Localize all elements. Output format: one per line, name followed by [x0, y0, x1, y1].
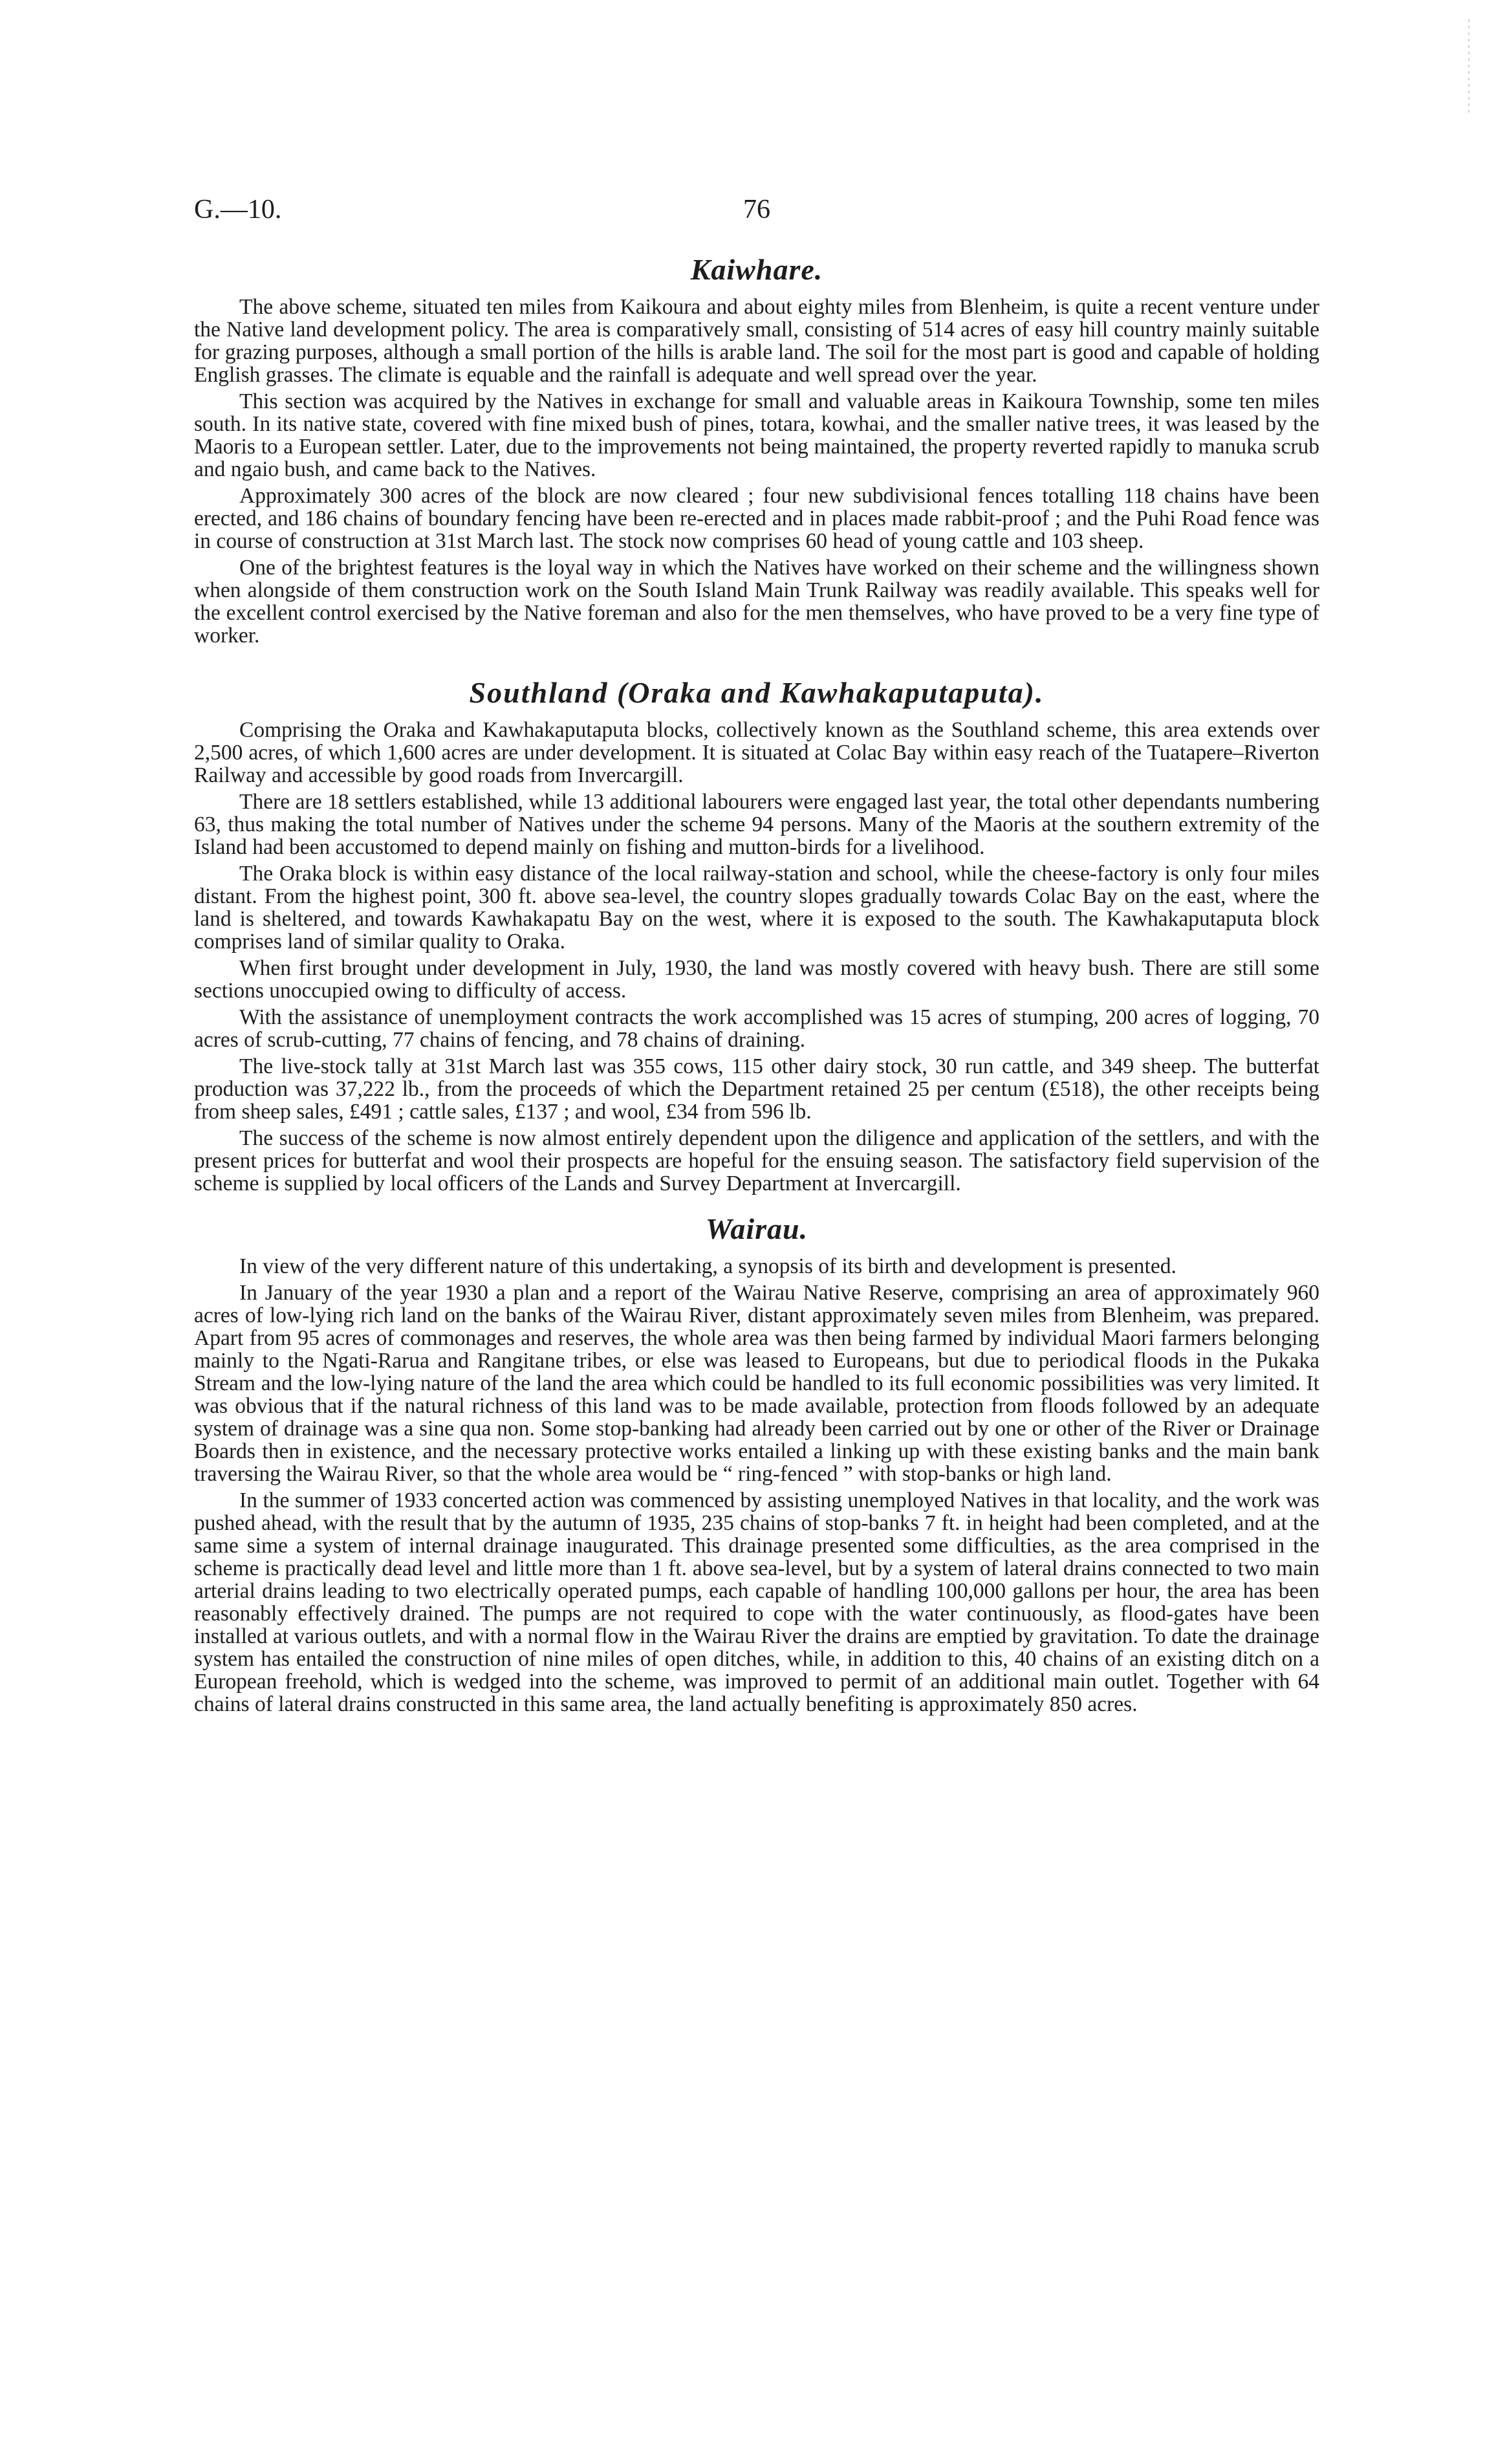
paragraph: With the assistance of unemployment contracts the work accomplished was 15 acres of stumping, 200 acres of logging, 70 acres of scrub-cutting, 77 chains of fencing, and 78 chains of draining. — [194, 1005, 1319, 1052]
paragraph: In view of the very different nature of this undertaking, a synopsis of its birth and development is presented. — [239, 1254, 1176, 1278]
section-title-kaiwhare: Kaiwhare. — [690, 253, 823, 286]
page-number: 76 — [743, 195, 770, 224]
section-title-southland: Southland (Oraka and Kawhakaputaputa). — [469, 676, 1045, 709]
paragraph: Comprising the Oraka and Kawhakaputaputa blocks, collectively known as the Southland scheme, this area extends over 2,500 acres, of which 1,600 acres are under development. It is situated at Colac Bay within easy reach of the Tuatapere–Riverton Railway and accessible by good roads from Invercargill. — [194, 718, 1319, 787]
margin-mark-decoration — [1462, 19, 1476, 116]
paragraph: In January of the year 1930 a plan and a report of the Wairau Native Reserve, comprising an area of approximately 960 acres of low-lying rich land on the banks of the Wairau River, distant approximately seven miles from Blenheim, was prepared. Apart from 95 acres of commonages and reserves, the whole area was then being farmed by individual Maori farmers belonging mainly to the Ngati-Rarua and Rangitane tribes, or else was leased to Europeans, but due to periodical floods in the Pukaka Stream and the low-lying nature of the land the area which could be handled to its full economic possibilities was very limited. It was obvious that if the natural richness of this land was to be made available, protection from floods followed by an adequate system of drainage was a sine qua non. Some stop-banking had already been carried out by one or other of the River or Drainage Boards then in existence, and the necessary protective works entailed a linking up with these existing banks and the main bank traversing the Wairau River, so that the whole area would be “ ring-fenced ” with stop-banks or high land. — [194, 1281, 1319, 1486]
paragraph: The Oraka block is within easy distance of the local railway-station and school, while the cheese-factory is only four miles distant. From the highest point, 300 ft. above sea-level, the country slopes gradually towards Colac Bay on the east, where the land is sheltered, and towards Kawhakapatu Bay on the west, where it is exposed to the south. The Kawhakaputaputa block comprises land of similar quality to Oraka. — [194, 862, 1319, 954]
section-kaiwhare — [194, 252, 1319, 647]
paragraph: This section was acquired by the Natives in exchange for small and valuable areas in Kaikoura Township, some ten miles south. In its native state, covered with fine mixed bush of pines, totara, kowhai, and the smaller native trees, it was leased by the Maoris to a European settler. Later, due to the improvements not being maintained, the property reverted rapidly to manuka scrub and ngaio bush, and came back to the Natives. — [194, 389, 1319, 481]
paragraph: The above scheme, situated ten miles from Kaikoura and about eighty miles from Blenheim, is quite a recent venture under the Native land development policy. The area is comparatively small, consisting of 514 acres of easy hill country mainly suitable for grazing purposes, although a small portion of the hills is arable land. The soil for the most part is good and capable of holding English grasses. The climate is equable and the rainfall is adequate and well spread over the year. — [194, 295, 1319, 387]
paragraph: Approximately 300 acres of the block are now cleared ; four new subdivisional fences totalling 118 chains have been erected, and 186 chains of boundary fencing have been re-erected and in places made rabbit-proof ; and the Puhi Road fence was in course of construction at 31st March last. The stock now comprises 60 head of young cattle and 103 sheep. — [194, 484, 1319, 553]
section-title-wairau: Wairau. — [705, 1212, 808, 1245]
paragraph: The live-stock tally at 31st March last was 355 cows, 115 other dairy stock, 30 run cattle, and 349 sheep. The butterfat production was 37,222 lb., from the proceeds of which the Department retained 25 per centum (£518), the other receipts being from sheep sales, £491 ; cattle sales, £137 ; and wool, £34 from 596 lb. — [194, 1054, 1319, 1124]
section-southland — [194, 675, 1319, 1195]
paragraph: There are 18 settlers established, while 13 additional labourers were engaged last year, the total other dependants numbering 63, thus making the total number of Natives under the scheme 94 persons. Many of the Maoris at the southern extremity of the Island had been accustomed to depend mainly on fishing and mutton-birds for a livelihood. — [194, 790, 1319, 859]
paragraph: One of the brightest features is the loyal way in which the Natives have worked on their scheme and the willingness shown when alongside of them construction work on the South Island Main Trunk Railway was readily available. This speaks well for the excellent control exercised by the Native foreman and also for the men themselves, who have proved to be a very fine type of worker. — [194, 556, 1319, 648]
document-page — [194, 194, 1319, 1719]
section-wairau — [194, 1212, 1319, 1716]
paragraph: The success of the scheme is now almost entirely dependent upon the diligence and application of the settlers, and with the present prices for butterfat and wool their prospects are hopeful for the ensuing season. The satisfactory field supervision of the scheme is supplied by local officers of the Lands and Survey Department at Invercargill. — [194, 1126, 1319, 1195]
page-header — [194, 194, 1319, 246]
paragraph: In the summer of 1933 concerted action was commenced by assisting unemployed Natives in that locality, and the work was pushed ahead, with the result that by the autumn of 1935, 235 chains of stop-banks 7 ft. in height had been completed, and at the same sime a system of internal drainage inaugurated. This drainage presented some difficulties, as the area comprised in the scheme is practically dead level and little more than 1 ft. above sea-level, but by a system of lateral drains connected to two main arterial drains leading to two electrically operated pumps, each capable of handling 100,000 gallons per hour, the area has been reasonably effectively drained. The pumps are not required to cope with the water continuously, as flood-gates have been installed at various outlets, and with a normal flow in the Wairau River the drains are emptied by gravitation. To date the drainage system has entailed the construction of nine miles of open ditches, while, in addition to this, 40 chains of an existing ditch on a European freehold, which is wedged into the scheme, was improved to permit of an additional main outlet. Together with 64 chains of lateral drains constructed in this same area, the land actually benefiting is approximately 850 acres. — [194, 1488, 1319, 1716]
document-reference: G.—10. — [194, 195, 282, 224]
paragraph: When first brought under development in July, 1930, the land was mostly covered with heavy bush. There are still some sections unoccupied owing to difficulty of access. — [194, 956, 1319, 1003]
